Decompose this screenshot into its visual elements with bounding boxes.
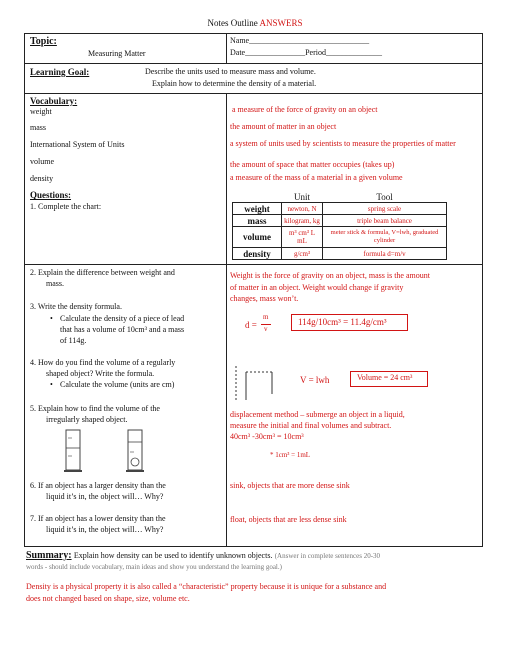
summary-line bbox=[26, 550, 380, 561]
goal-line-1: Describe the units used to measure mass and volume. bbox=[145, 67, 316, 76]
vocab-def: a measure of the mass of a material in a given volume bbox=[230, 173, 403, 182]
answer-5-line-1: displacement method – submerge an object in a liquid, bbox=[230, 410, 405, 419]
answer-5-line-3: 40cm³ -30cm³ = 10cm³ bbox=[230, 432, 304, 441]
answer-3: 114g/10cm³ = 11.4g/cm³ bbox=[298, 317, 387, 327]
chart-row bbox=[233, 248, 447, 260]
chart-row-label: density bbox=[233, 248, 282, 260]
summary-answer-1: Density is a physical property it is also called a “characteristic” property because it is unique for a substance and bbox=[26, 582, 387, 591]
chart-cell-unit: kilogram, kg bbox=[282, 215, 323, 227]
title-answers: ANSWERS bbox=[259, 18, 303, 28]
chart-cell-tool: triple beam balance bbox=[323, 215, 447, 227]
answer-4: Volume = 24 cm³ bbox=[357, 373, 413, 382]
question-6-cont: liquid it’s in, the object will… Why? bbox=[46, 492, 164, 501]
chart-header-unit: Unit bbox=[282, 191, 323, 203]
question-7-cont: liquid it’s in, the object will… Why? bbox=[46, 525, 164, 534]
chart-row-label: volume bbox=[233, 227, 282, 248]
question-2-cont: mass. bbox=[46, 279, 64, 288]
density-formula-m: m bbox=[263, 313, 269, 321]
density-formula-v: v bbox=[264, 325, 268, 333]
header-divider bbox=[226, 33, 227, 63]
summary-label: Summary: bbox=[26, 550, 72, 561]
answer-5-note: * 1cm³ = 1mL bbox=[270, 451, 311, 459]
vocab-term: volume bbox=[30, 157, 54, 166]
chart-row bbox=[233, 215, 447, 227]
answer-5-line-2: measure the initial and final volumes and subtract. bbox=[230, 421, 392, 430]
vocabulary-heading: Vocabulary: bbox=[30, 96, 78, 106]
question-2: 2. Explain the difference between weight and bbox=[30, 268, 175, 277]
question-1: 1. Complete the chart: bbox=[30, 202, 102, 211]
chart-row bbox=[233, 203, 447, 215]
question-3-bullet-cont: of 114g. bbox=[60, 336, 87, 345]
chart-row bbox=[233, 227, 447, 248]
chart-cell-unit: m³ cm³ L mL bbox=[282, 227, 323, 248]
question-4: 4. How do you find the volume of a regularly bbox=[30, 358, 176, 367]
questions-heading: Questions: bbox=[30, 190, 72, 200]
answer-7: float, objects that are less dense sink bbox=[230, 515, 347, 524]
chart-cell-tool: meter stick & formula, V=lwh, graduated cylinder bbox=[323, 227, 447, 248]
question-5: 5. Explain how to find the volume of the bbox=[30, 404, 160, 413]
chart-corner bbox=[233, 191, 282, 203]
rectangular-prism-diagram bbox=[232, 364, 277, 404]
divider bbox=[24, 264, 483, 265]
page-title bbox=[0, 18, 510, 29]
question-4-bullet: • Calculate the volume (units are cm) bbox=[60, 380, 174, 390]
name-field: Name______________________________ bbox=[230, 36, 370, 45]
question-3-bullet-cont: that has a volume of 10cm³ and a mass bbox=[60, 325, 185, 334]
volume-formula: V = lwh bbox=[300, 375, 330, 385]
question-3-bullet: • Calculate the density of a piece of lead bbox=[60, 314, 184, 324]
title-text: Notes Outline bbox=[207, 18, 258, 28]
column-divider bbox=[226, 93, 227, 547]
date-period-field: Date_______________Period______________ bbox=[230, 48, 382, 57]
summary-note-1: (Answer in complete sentences 20-30 bbox=[274, 552, 381, 560]
question-6: 6. If an object has a larger density than the bbox=[30, 481, 166, 490]
chart-cell-tool: formula d=m/v bbox=[323, 248, 447, 260]
question-5-cont: irregularly shaped object. bbox=[46, 415, 128, 424]
summary-answer-2: does not changed based on shape, size, volume etc. bbox=[26, 594, 190, 603]
vocab-def: the amount of space that matter occupies (takes up) bbox=[230, 160, 395, 169]
learning-goal-label: Learning Goal: bbox=[30, 67, 90, 77]
question-3: 3. Write the density formula. bbox=[30, 302, 122, 311]
chart-cell-unit: g/cm³ bbox=[282, 248, 323, 260]
question-4-cont: shaped object? Write the formula. bbox=[46, 369, 155, 378]
topic-value: Measuring Matter bbox=[88, 49, 146, 58]
divider bbox=[24, 93, 483, 94]
graduated-cylinders-diagram bbox=[62, 426, 152, 474]
question-7: 7. If an object has a lower density than the bbox=[30, 514, 166, 523]
answer-6: sink, objects that are more dense sink bbox=[230, 481, 350, 490]
chart-header-tool: Tool bbox=[323, 191, 447, 203]
topic-label: Topic: bbox=[30, 36, 57, 47]
vocab-def: a measure of the force of gravity on an object bbox=[232, 105, 378, 114]
density-formula-d: d = bbox=[245, 320, 257, 330]
answer-2-line-2: of matter in an object. Weight would change if gravity bbox=[230, 283, 404, 292]
chart-cell-unit: newton, N bbox=[282, 203, 323, 215]
answer-2-line-1: Weight is the force of gravity on an object, mass is the amount bbox=[230, 271, 430, 280]
vocab-term: International System of Units bbox=[30, 140, 125, 149]
units-tools-chart bbox=[232, 191, 447, 260]
vocab-def: a system of units used by scientists to measure the properties of matter bbox=[230, 139, 456, 148]
vocab-term: density bbox=[30, 174, 54, 183]
summary-note-2: words - should include vocabulary, main ideas and show you understand the learning goal.) bbox=[26, 563, 282, 571]
answer-2-line-3: changes, mass won’t. bbox=[230, 294, 299, 303]
chart-cell-tool: spring scale bbox=[323, 203, 447, 215]
goal-line-2: Explain how to determine the density of a material. bbox=[152, 79, 317, 88]
divider bbox=[24, 63, 483, 64]
chart-row-label: mass bbox=[233, 215, 282, 227]
chart-row-label: weight bbox=[233, 203, 282, 215]
vocab-term: mass bbox=[30, 123, 46, 132]
summary-prompt: Explain how density can be used to identify unknown objects. bbox=[73, 551, 273, 560]
vocab-term: weight bbox=[30, 107, 52, 116]
vocab-def: the amount of matter in an object bbox=[230, 122, 337, 131]
